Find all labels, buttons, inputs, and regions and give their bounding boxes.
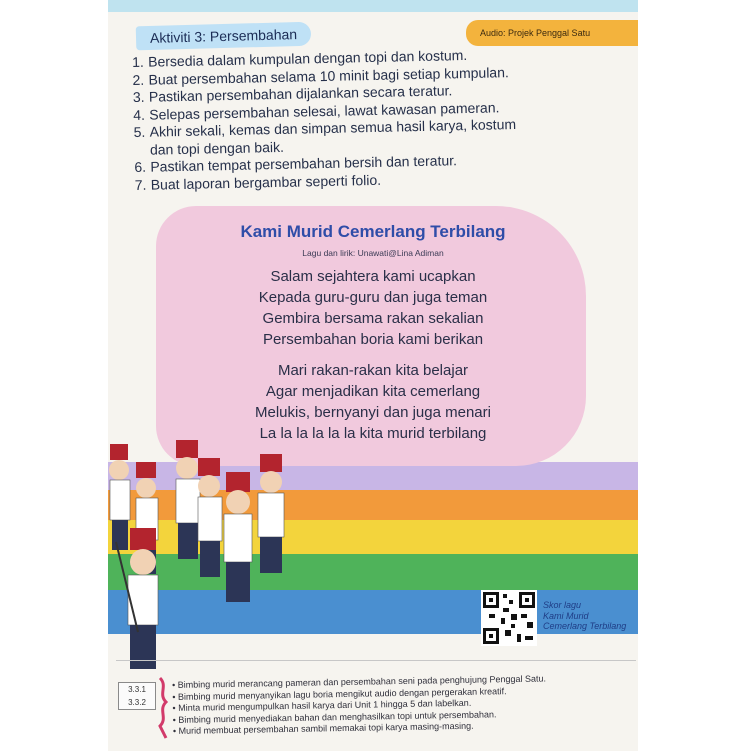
- textbook-page: [108, 0, 638, 751]
- teacher-note: • Minta murid mengumpulkan hasil karya dari Unit 1 hingga 5 dan labelkan.: [172, 695, 638, 715]
- audio-label: Audio: Projek Penggal Satu: [466, 20, 638, 46]
- step-item: 5. Akhir sekali, kemas dan simpan semua hasil karya, kostum: [133, 115, 517, 140]
- top-strip: [108, 0, 638, 12]
- steps-list: [132, 44, 615, 194]
- step-item-continuation: dan topi dengan baik.: [149, 138, 285, 158]
- lyric-line: Gembira bersama rakan sekalian: [262, 310, 484, 327]
- pupils-illustration: [108, 432, 318, 677]
- pupil-figure: [109, 444, 130, 550]
- qr-label: Skor lagu Kami Murid Cemerlang Terbilang: [543, 600, 627, 631]
- song-verse-1: [108, 266, 638, 350]
- lyric-line: Kepada guru-guru dan juga teman: [258, 289, 488, 306]
- pupil-figure: [258, 454, 284, 573]
- step-item: 7. Buat laporan bergambar seperti folio.: [134, 171, 382, 193]
- step-item: 2. Buat persembahan selama 10 minit bagi setiap kumpulan.: [132, 63, 509, 88]
- lyric-line: Melukis, bernyanyi dan juga menari: [255, 404, 491, 421]
- activity-title: Aktiviti 3: Persembahan: [136, 22, 312, 51]
- lyric-line: Mari rakan-rakan kita belajar: [277, 362, 469, 379]
- pupil-figure: [224, 472, 252, 602]
- teacher-notes: [172, 672, 638, 738]
- teacher-note: • Murid membuat persembahan sambil memakai topi karya masing-masing.: [173, 718, 638, 738]
- lyric-line: Agar menjadikan kita cemerlang: [265, 383, 481, 400]
- step-item: 4. Selepas persembahan selesai, lawat kawasan pameran.: [133, 98, 500, 123]
- pupil-figure: [176, 440, 200, 559]
- step-item: 6. Pastikan tempat persembahan bersih dan teratur.: [134, 152, 458, 175]
- pupil-figure: [198, 458, 222, 577]
- teacher-note: • Bimbing murid menyanyikan lagu boria mengikut audio dengan pergerakan kreatif.: [172, 683, 638, 703]
- lyric-line: La la la la la la kita murid terbilang: [259, 425, 487, 442]
- footer-divider: [116, 660, 636, 661]
- ribbon-icon: [156, 676, 170, 740]
- step-item: 1. Bersedia dalam kumpulan dengan topi dan kostum.: [132, 46, 468, 70]
- song-credit: Lagu dan lirik: Unawati@Lina Adiman: [302, 248, 444, 258]
- teacher-note: • Bimbing murid merancang pameran dan persembahan seni pada penghujung Penggal Satu.: [172, 672, 638, 692]
- teacher-note: • Bimbing murid menyediakan bahan dan menghasilkan topi untuk persembahan.: [173, 706, 638, 726]
- lyric-line: Salam sejahtera kami ucapkan: [270, 268, 476, 285]
- standard-codes: 3.3.1 3.3.2: [118, 682, 156, 710]
- step-item: 3. Pastikan persembahan dijalankan secara teratur.: [132, 82, 453, 105]
- song-title: Kami Murid Cemerlang Terbilang: [240, 222, 506, 241]
- lyric-line: Persembahan boria kami berikan: [262, 331, 484, 348]
- qr-code[interactable]: [481, 590, 537, 646]
